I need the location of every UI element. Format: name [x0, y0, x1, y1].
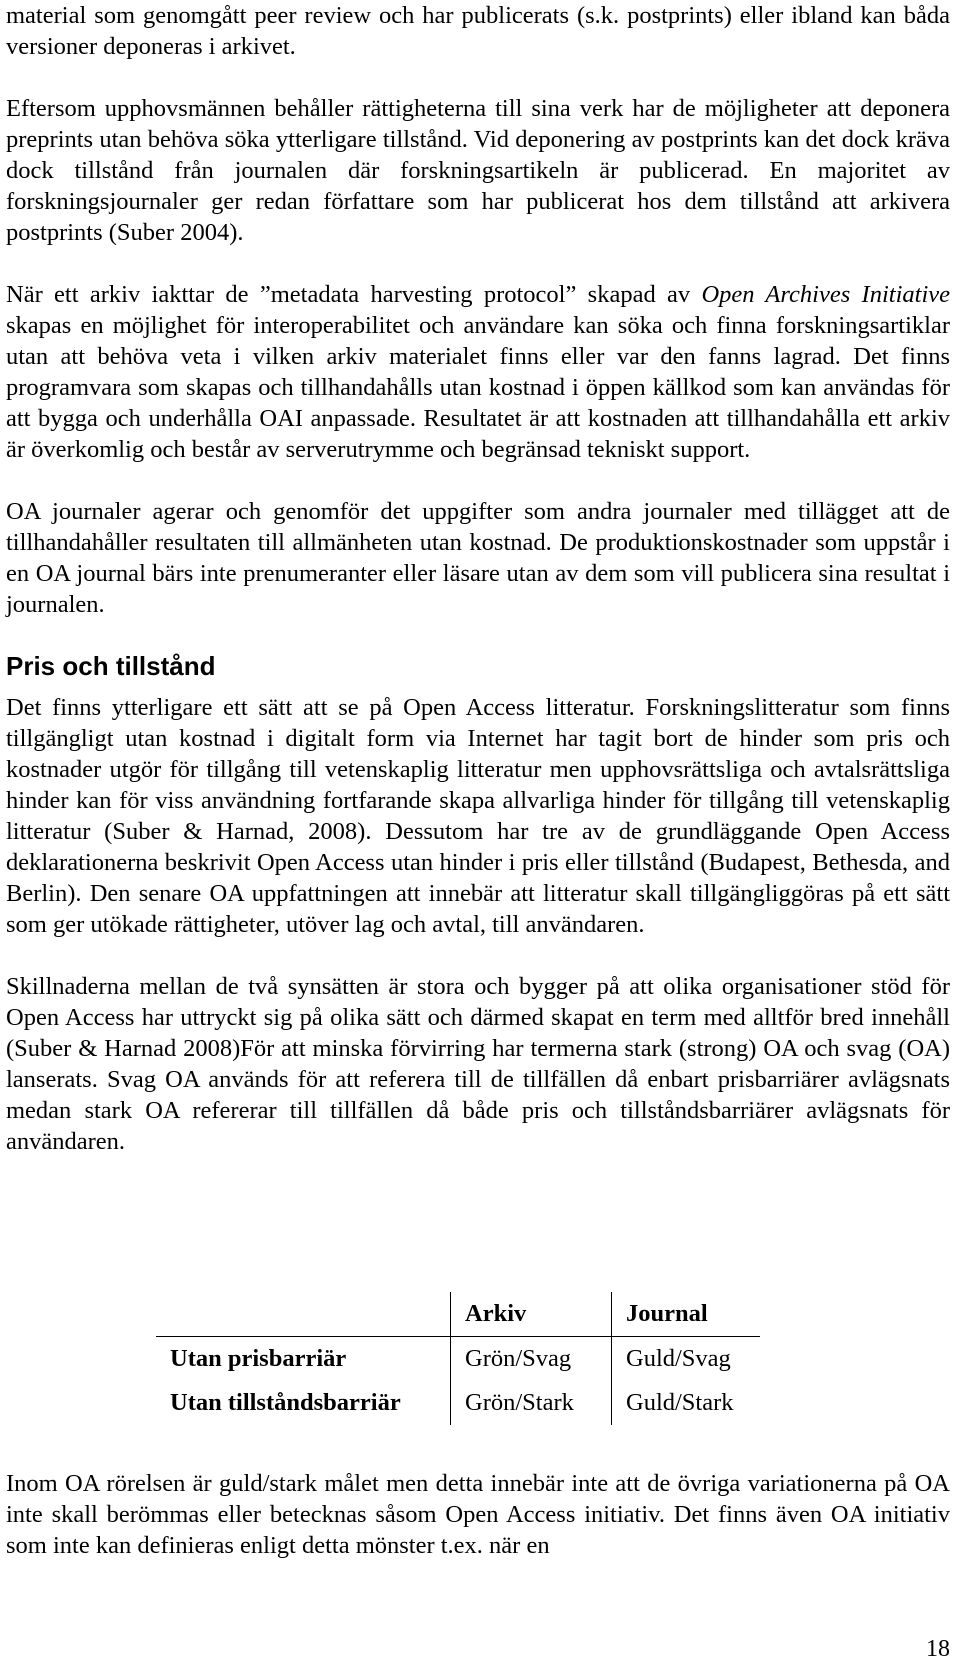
table-row: [156, 1381, 760, 1425]
italic-term: Open Archives Initiative: [701, 281, 950, 308]
document-page: [6, 0, 950, 1157]
table-cell: Grön/Stark: [451, 1381, 612, 1425]
paragraph: Det finns ytterligare ett sätt att se på Open Access litteratur. Forskningslitteratur som finns tillgängligt utan kostnad i digitalt form via Internet har tagit bort de hinder som pris och kostnader utgör för tillgång till vetenskaplig litteratur men upphovsrättsliga och avtalsrättsliga hinder kan för viss användning fortfarande skapa allvarliga hinder för tillgång till vetenskaplig litteratur (Suber & Harnad, 2008). Dessutom har tre av de grundläggande Open Access deklarationerna beskrivit Open Access utan hinder i pris eller tillstånd (Budapest, Bethesda, and Berlin). Den senare OA uppfattningen att innebär att litteratur skall tillgängliggöras på ett sätt som ger utökade rättigheter, utöver lag och avtal, till användaren.: [6, 694, 950, 938]
table-header-cell: [156, 1292, 451, 1337]
table-row: [156, 1337, 760, 1382]
closing-paragraph-block: [6, 1468, 950, 1561]
table-header-row: [156, 1292, 760, 1337]
paragraph: material som genomgått peer review och har publicerats (s.k. postprints) eller ibland kan båda versioner deponeras i arkivet.: [6, 2, 950, 60]
table-cell: Grön/Svag: [451, 1337, 612, 1382]
oa-table: [156, 1292, 760, 1425]
table-cell: Guld/Stark: [612, 1381, 761, 1425]
table-row-label: Utan tillståndsbarriär: [170, 1389, 401, 1416]
paragraph: OA journaler agerar och genomför det uppgifter som andra journaler med tillägget att de tillhandahåller resultaten till allmänheten utan kostnad. De produktionskostnader som uppstår i en OA journal bärs inte prenumeranter eller läsare utan av dem som vill publicera sina resultat i journalen.: [6, 498, 950, 618]
paragraph: Skillnaderna mellan de två synsätten är stora och bygger på att olika organisationer stöd för Open Access har uttryckt sig på olika sätt och därmed skapat en term med alltför bred innehåll (Suber & Harnad 2008)För att minska förvirring har termerna stark (strong) OA och svag (OA) lanserats. Svag OA används för att referera till de tillfällen då enbart prisbarriärer avlägsnats medan stark OA refererar till tillfällen då både pris och tillståndsbarriärer avlägsnats för användaren.: [6, 973, 950, 1155]
table-cell: Guld/Svag: [612, 1337, 761, 1382]
table-header-cell: Journal: [612, 1292, 761, 1337]
paragraph: [6, 279, 950, 465]
table-header-cell: Arkiv: [451, 1292, 612, 1337]
page-number: 18: [926, 1636, 950, 1662]
section-heading: Pris och tillstånd: [6, 651, 216, 681]
table-row-label: Utan prisbarriär: [170, 1345, 347, 1372]
paragraph: Inom OA rörelsen är guld/stark målet men detta innebär inte att de övriga variationerna på OA inte skall berömmas eller betecknas såsom Open Access initiativ. Det finns även OA initiativ som inte kan definieras enligt detta mönster t.ex. när en: [6, 1470, 950, 1559]
paragraph-text: När ett arkiv iakttar de ”metadata harvesting protocol” skapad av: [6, 281, 702, 308]
paragraph: Eftersom upphovsmännen behåller rättigheterna till sina verk har de möjligheter att deponera preprints utan behöva söka ytterligare tillstånd. Vid deponering av postprints kan det dock kräva dock tillstånd från journalen där forskningsartikeln är publicerad. En majoritet av forskningsjournaler ger redan författare som har publicerat hos dem tillstånd att arkivera postprints (Suber 2004).: [6, 95, 950, 246]
paragraph-text: skapas en möjlighet för interoperabilitet och användare kan söka och finna forskningsartiklar utan att behöva veta i vilken arkiv materialet finns eller var den fanns lagrad. Det finns programvara som skapas och tillhandahålls utan kostnad i öppen källkod som kan användas för att bygga och underhålla OAI anpassade. Resultatet är att kostnaden att tillhandahålla ett arkiv är överkomlig och består av serverutrymme och begränsad tekniskt support.: [6, 312, 950, 463]
